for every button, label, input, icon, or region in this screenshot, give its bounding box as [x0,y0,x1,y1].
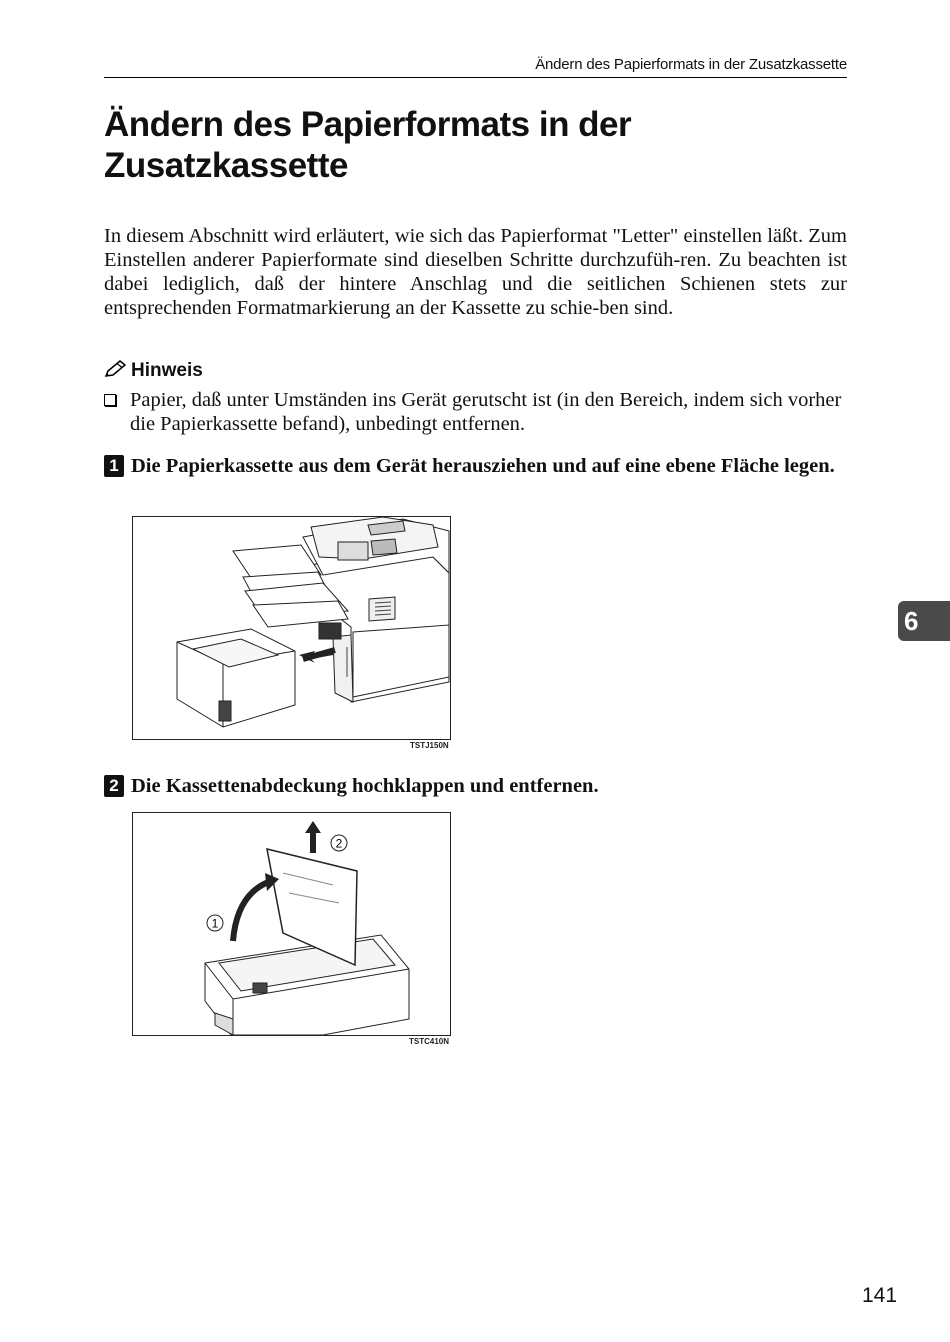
chapter-tab: 6 [898,601,950,641]
arrow-up-icon [305,821,321,833]
figure-code: TSTJ150N [410,741,449,750]
note-heading-label: Hinweis [131,360,203,381]
page-number: 141 [862,1284,898,1307]
callout-2-label: 2 [335,836,343,851]
figure-cover-removal [132,812,451,1036]
running-header: Ändern des Papierformats in der Zusatzkassette [535,56,847,73]
checkbox-icon [104,394,116,406]
cassette-removal-illustration [133,517,450,739]
step-number: 1 [104,455,124,477]
note-heading [104,360,203,382]
cover-removal-illustration [133,813,450,1035]
step-1 [104,454,847,478]
step-number: 2 [104,775,124,797]
header-rule [104,77,847,78]
step-text: Die Papierkassette aus dem Gerät herausziehen und auf eine ebene Fläche legen. [131,455,835,477]
note-item [104,388,847,436]
step-text: Die Kassettenabdeckung hochklappen und entfernen. [131,775,599,797]
pencil-icon [104,360,128,378]
page-title: Ändern des Papierformats in der Zusatzkassette [104,105,632,185]
step-2 [104,774,847,798]
figure-code: TSTC410N [409,1037,450,1046]
callout-1-label: 1 [211,916,219,931]
figure-cassette-removal [132,516,451,740]
note-item-text: Papier, daß unter Umständen ins Gerät gerutscht ist (in den Bereich, indem sich vorher die Papierkassette befand), unbedingt entfernen. [130,389,842,435]
intro-paragraph: In diesem Abschnitt wird erläutert, wie sich das Papierformat "Letter" einstellen läßt. Zum Einstellen anderer Papierformate sind dieselben Schritte durchzufüh-ren. Zu beachten ist dabei lediglich, daß der hintere Anschlag und die seitlichen Schienen stets zur entsprechenden Formatmarkierung an der Kassette zu schie-ben sind. [104,225,847,319]
